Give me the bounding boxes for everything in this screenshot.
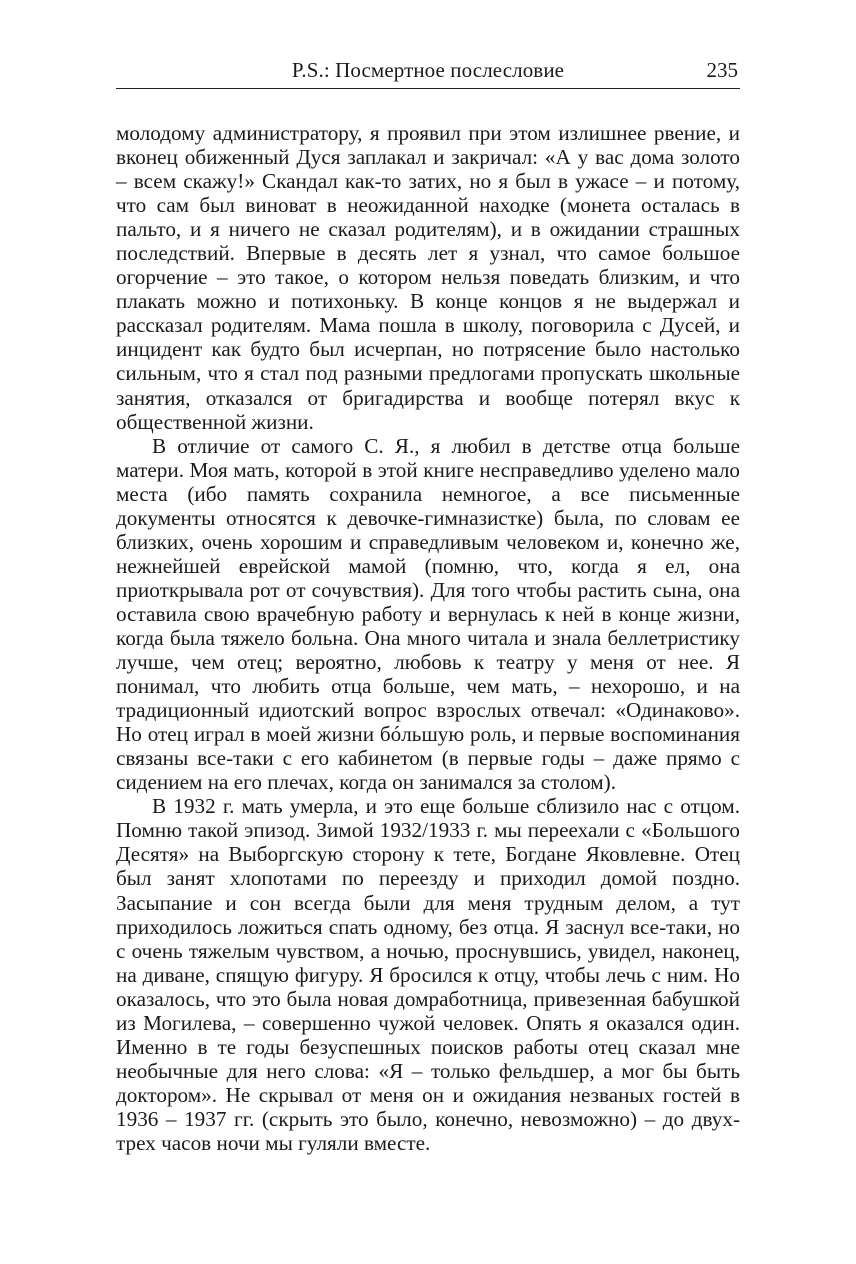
body-text [116,121,740,1155]
paragraph-1: молодому администратору, я проявил при этом излишнее рвение, и вконец обиженный Дуся заплакал и закричал: «А у вас дома золото – всем скажу!» Скандал как-то затих, но я был в ужасе – и потому, что сам был виноват в неожиданной находке (монета осталась в пальто, и я ничего не сказал родителям), и в ожидании страшных последствий. Впервые в десять лет я узнал, что самое большое огорчение – это такое, о котором нельзя поведать близким, и что плакать можно и потихоньку. В конце концов я не выдержал и рассказал родителям. Мама пошла в школу, поговорила с Дусей, и инцидент как будто был исчерпан, но потрясение было настолько сильным, что я стал под разными предлогами пропускать школьные занятия, отказался от бригадирства и вообще потерял вкус к общественной жизни. [116,121,740,434]
paragraph-3: В 1932 г. мать умерла, и это еще больше сблизило нас с отцом. Помню такой эпизод. Зимой 1932/1933 г. мы переехали с «Большого Десятя» на Выборгскую сторону к тете, Богдане Яковлевне. Отец был занят хлопотами по переезду и приходил домой поздно. Засыпание и сон всегда были для меня трудным делом, а тут приходилось ложиться спать одному, без отца. Я заснул все-таки, но с очень тяжелым чувством, а ночью, проснувшись, увидел, наконец, на диване, спящую фигуру. Я бросился к отцу, чтобы лечь с ним. Но оказалось, что это была новая домработница, привезенная бабушкой из Могилева, – совершенно чужой человек. Опять я оказался один. Именно в те годы безуспешных поисков работы отец сказал мне необычные для него слова: «Я – только фельдшер, а мог бы быть доктором». Не скрывал от меня он и ожидания незваных гостей в 1936 – 1937 гг. (скрыть это было, конечно, невозможно) – до двух-трех часов ночи мы гуляли вместе. [116,794,740,1155]
page-number: 235 [706,58,738,82]
paragraph-2: В отличие от самого С. Я., я любил в детстве отца больше матери. Моя мать, которой в этой книге несправедливо уделено мало места (ибо память сохранила немногое, а все письменные документы относятся к девочке-гимназистке) была, по словам ее близких, очень хорошим и справедливым человеком и, конечно же, нежнейшей еврейской мамой (помню, что, когда я ел, она приоткрывала рот от сочувствия). Для того чтобы растить сына, она оставила свою врачебную работу и вернулась к ней в конце жизни, когда была тяжело больна. Она много читала и знала беллетристику лучше, чем отец; вероятно, любовь к театру у меня от нее. Я понимал, что любить отца больше, чем мать, – нехорошо, и на традиционный идиотский вопрос взрослых отвечал: «Одинаково». Но отец играл в моей жизни бóльшую роль, и первые воспоминания связаны все-таки с его кабинетом (в первые годы – даже прямо с сидением на его плечах, когда он занимался за столом). [116,433,740,795]
running-head [116,56,740,89]
running-title: P.S.: Посмертное послесловие [291,58,565,82]
book-page [116,56,740,1155]
